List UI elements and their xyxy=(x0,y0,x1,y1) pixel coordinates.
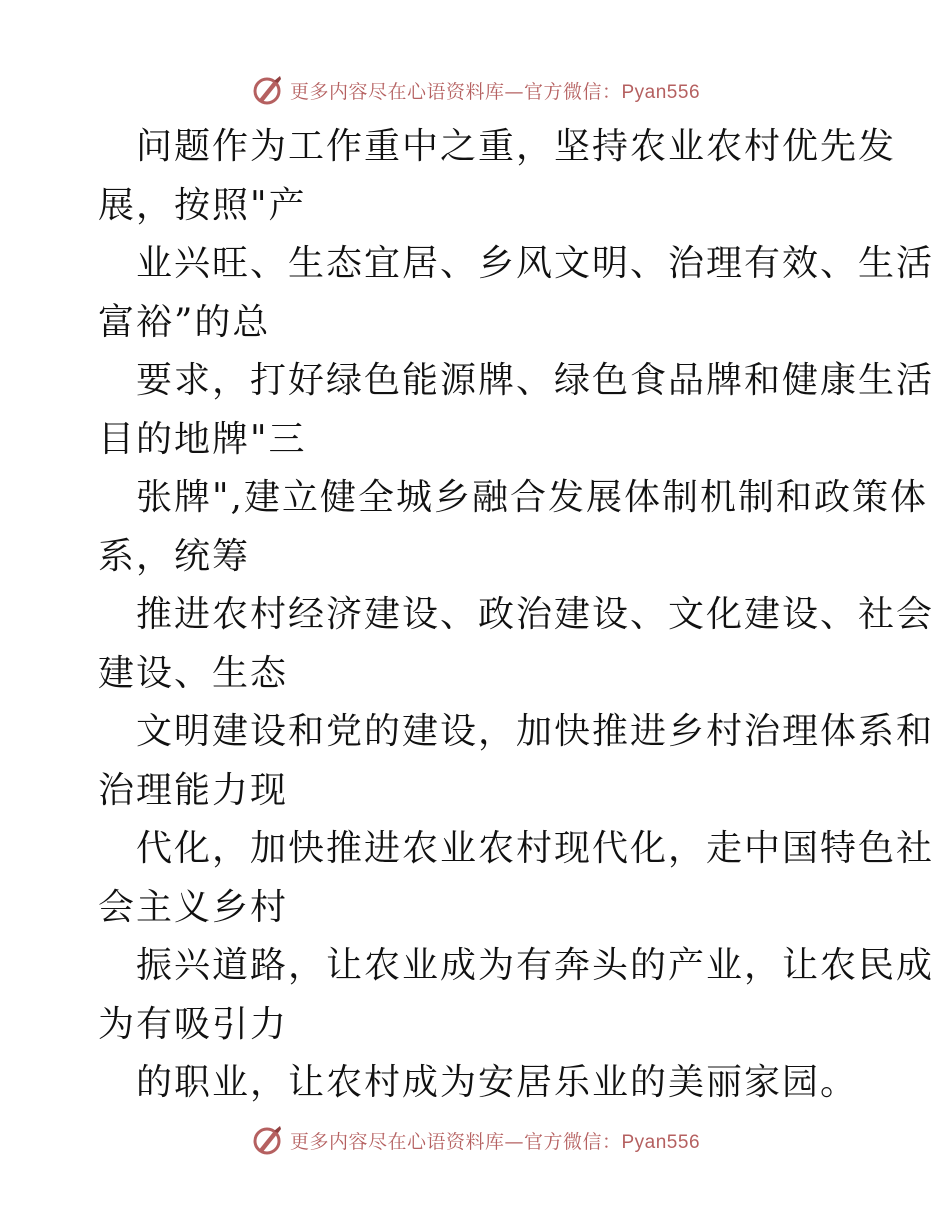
text-line: 系，统筹 xyxy=(98,535,251,577)
text-line: 的职业，让农村成为安居乐业的美丽家园。 xyxy=(136,1062,859,1103)
text-line: 业兴旺、生态宜居、乡风文明、治理有效、生活 xyxy=(136,243,935,284)
text-line: 代化，加快推进农业农村现代化，走中国特色社 xyxy=(136,828,935,869)
text-line: 问题作为工作重中之重，坚持农业农村优先发 xyxy=(136,126,897,167)
document-body xyxy=(98,118,935,1113)
header-banner-text: 更多内容尽在心语资料库—官方微信：Pyan556 xyxy=(289,80,701,103)
text-line: 推进农村经济建设、政治建设、文化建设、社会 xyxy=(136,594,935,635)
text-line: 治理能力现 xyxy=(98,769,289,811)
text-line: 振兴道路，让农业成为有奔头的产业，让农民成 xyxy=(136,945,935,986)
footer-banner xyxy=(0,1120,950,1160)
text-line: 文明建设和党的建设，加快推进乡村治理体系和 xyxy=(136,711,935,752)
text-line: 建设、生态 xyxy=(98,652,289,694)
text-line: 张牌",建立健全城乡融合发展体制机制和政策体 xyxy=(136,477,929,518)
text-line: 展，按照"产 xyxy=(98,184,307,226)
text-line: 富裕”的总 xyxy=(98,301,271,343)
text-line: 会主义乡村 xyxy=(98,886,289,928)
text-line: 为有吸引力 xyxy=(98,1003,289,1045)
quill-pen-logo-icon xyxy=(250,1123,284,1157)
header-wechat-id: Pyan556 xyxy=(621,81,701,103)
text-line: 目的地牌"三 xyxy=(98,418,307,460)
header-banner xyxy=(0,70,950,110)
quill-pen-logo-icon xyxy=(250,73,284,107)
footer-wechat-id: Pyan556 xyxy=(621,1131,701,1153)
footer-banner-text: 更多内容尽在心语资料库—官方微信：Pyan556 xyxy=(289,1130,701,1153)
text-line: 要求，打好绿色能源牌、绿色食品牌和健康生活 xyxy=(136,360,935,401)
